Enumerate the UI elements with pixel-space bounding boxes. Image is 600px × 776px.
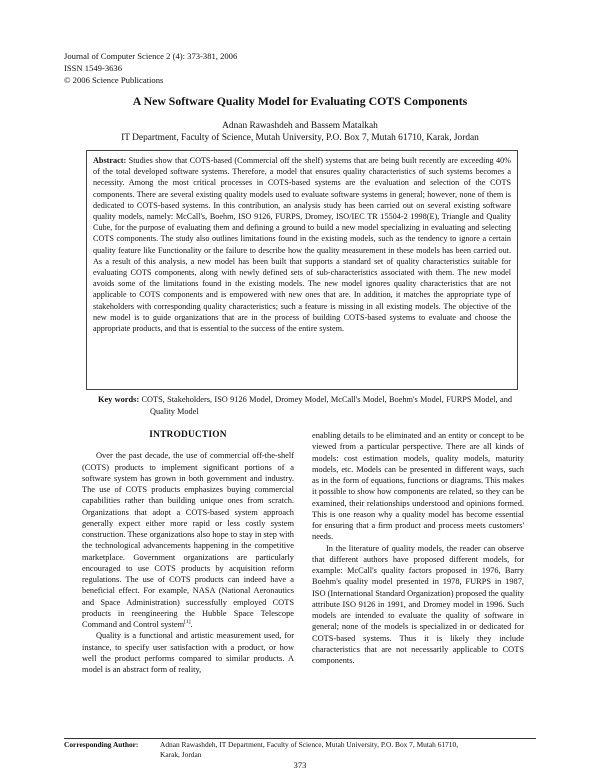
copyright: © 2006 Science Publications <box>64 75 164 85</box>
page-number: 373 <box>293 760 307 770</box>
abstract <box>93 155 511 334</box>
left-column <box>82 430 294 675</box>
citation-ref: [1] <box>184 619 191 626</box>
intro-paragraph-4: In the literature of quality models, the reader can observe that different authors have proposed different models, for example: McCall's quality factors proposed in 1976, Barry Boehm's quality model presented in 1978, FURPS in 1987, ISO (International Standard Organization) proposed the quality attribute ISO 9126 in 1991, and Dromey model in 1996. Such models are intended to evaluate the quality of software in general; none of the models is specialized in or dedicated for COTS-based systems. Thus it is likely they include characteristics that are not necessarily applicable to COTS components. <box>312 543 524 665</box>
intro-paragraph-2: Quality is a functional and artistic measurement used, for instance, to specify user satisfaction with a product, or how well the product performs compared to similar products. A model is an abstract form of reality, <box>82 631 294 674</box>
author-names: Adnan Rawashdeh and Bassem Matalkah <box>222 121 378 131</box>
abstract-box <box>86 150 518 390</box>
corresponding-author-text: Adnan Rawashdeh, IT Department, Faculty of Science, Mutah University, P.O. Box 7, Mutah 61710, <box>160 740 459 749</box>
abstract-label: Abstract: <box>93 156 127 165</box>
keywords <box>98 394 512 417</box>
issn: ISSN 1549-3636 <box>64 63 123 73</box>
journal-header <box>64 50 237 86</box>
affiliation: IT Department, Faculty of Science, Mutah University, P.O. Box 7, Mutah 61710, Karak, Jordan <box>121 133 479 143</box>
corresponding-author-label: Corresponding Author: <box>64 740 139 749</box>
journal-citation: Journal of Computer Science 2 (4): 373-381, 2006 <box>64 51 238 61</box>
corresponding-author <box>64 740 544 759</box>
right-column <box>312 430 524 666</box>
paper-title: A New Software Quality Model for Evaluating COTS Components <box>132 94 468 108</box>
abstract-text: Studies show that COTS-based (Commercial off the shelf) systems that are being built recently are exceeding 40% of the total developed software systems. Therefore, a model that ensures quality characteristics of such systems becomes a necessity. Among the most critical processes in COTS-based systems are the evaluation and selection of the COTS components. There are several existing quality models used to evaluate software systems in general; however, none of them is dedicated to COTS-based systems. In this contribution, an analysis study has been carried out on several existing software quality models, namely: McCall's, Boehm, ISO 9126, FURPS, Dromey, ISO/IEC TR 15504-2 1998(E), Triangle and Quality Cube, for the purpose of evaluating them and defining a ground to build a new model specializing in evaluating and selecting COTS components. The study also outlines limitations found in the existing models, such as the tendency to ignore a certain quality feature like Functionality or the failure to describe how the quality measurement in these models has been carried out. As a result of this analysis, a new model has been built that supports a standard set of quality characteristics suitable for evaluating COTS components, along with newly defined sets of sub-characteristics associated with them. The new model avoids some of the limitations found in the existing models. The new model ignores quality characteristics that are not applicable to COTS components and is empowered with new ones that are. In addition, it matches the appropriate type of stakeholders with corresponding quality characteristics; such a feature is missing in all existing models. The objective of the new model is to guide organizations that are in the process of building COTS-based systems to evaluate and choose the appropriate products, and that is essential to the success of the entire system. <box>93 156 511 334</box>
section-heading-introduction: INTRODUCTION <box>149 430 227 440</box>
footer-divider <box>64 738 536 739</box>
intro-paragraph-1: Over the past decade, the use of commercial off-the-shelf (COTS) products to implement significant portions of a software system has grown in both government and industry. The use of COTS products emphasizes buying commercial capabilities rather than building unique ones from scratch. Organizations that adopt a COTS-based system approach generally expect either more rapid or less costly system construction. These organizations also hope to stay in step with the technological advancements happening in the competitive marketplace. Government organizations are particularly encouraged to use COTS products by acquisition reform regulations. The use of COTS products can indeed have a beneficial effect. For example, NASA (National Aeronautics and Space Administration) successfully employed COTS products in reengineering the Hubble Space Telescope Command and Control system[1]. <box>82 451 294 629</box>
intro-paragraph-3: enabling details to be eliminated and an entity or concept to be viewed from a particular perspective. There are all kinds of models: cost estimation models, quality models, maturity models, etc. Models can be presented in different ways, such as in the form of equations, functions or diagrams. This makes it possible to show how components are related, so they can be examined, their relationships understood and opinions formed. This is one reason why a quality model has become essential for ensuring that a firm product and process meets customers' needs. <box>312 431 524 542</box>
corresponding-author-text-cont: Karak, Jordan <box>160 749 202 759</box>
keywords-text: COTS, Stakeholders, ISO 9126 Model, Dromey Model, McCall's Model, Boehm's Model, FURPS Model, and Quality Model <box>141 395 512 416</box>
author-block <box>0 120 600 144</box>
keywords-label: Key words: <box>98 395 140 404</box>
